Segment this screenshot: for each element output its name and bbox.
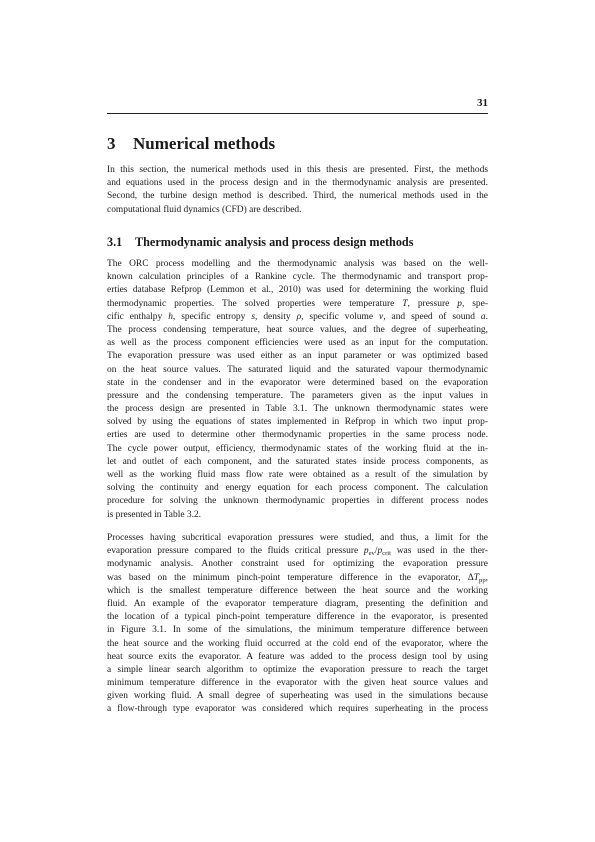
text-line: in Figure 3.1. In some of the simulations, the minimum temperature difference between xyxy=(107,625,488,636)
text-line: The ORC process modelling and the thermodynamic analysis was based on the well- xyxy=(107,259,488,269)
text-line: heat source exits the evaporator. A feature was added to the process design tool by using xyxy=(107,651,488,662)
page-number: 31 xyxy=(477,97,488,109)
text-line: thermodynamic properties. The solved properties were temperature T, pressure p, spe- xyxy=(107,298,488,309)
chapter-title-text: Numerical methods xyxy=(133,134,276,153)
text-line: state in the condenser and in the evaporator were determined based on the evaporation xyxy=(107,377,488,388)
text-line: Second, the turbine design method is described. Third, the numerical methods used in the xyxy=(107,191,488,202)
math-symbol: ρ xyxy=(296,311,302,322)
math-symbol: T xyxy=(473,572,480,583)
section-number: 3.1 xyxy=(107,235,123,249)
math-symbol: h xyxy=(168,311,173,322)
text-line: the heat source and the working fluid occurred at the cold end of the evaporator, where the xyxy=(107,638,488,649)
text-line: given working fluid. A small degree of superheating was used in the simulations because xyxy=(107,691,488,702)
text-line: The cycle power output, efficiency, thermodynamic states of the working fluid at the in- xyxy=(107,443,488,454)
text-line: a simple linear search algorithm to optimize the evaporation pressure to reach the target xyxy=(107,664,488,675)
math-symbol: p xyxy=(363,546,369,557)
text-line: was based on the minimum pinch-point temperature difference in the evaporator, $\Delta T_{pp}$, xyxy=(107,572,488,584)
text-line: solved by using the equations of states implemented in Refprop in which two input prop- xyxy=(107,417,488,428)
text-line: a flow-through type evaporator was considered which requires superheating in the process xyxy=(107,704,488,715)
chapter-title xyxy=(107,133,275,155)
chapter-number: 3 xyxy=(107,134,116,153)
text-line: known calculation principles of a Rankine cycle. The thermodynamic and transport prop- xyxy=(107,272,488,283)
text-line: let and outlet of each component, and the saturated states inside process components, as xyxy=(107,456,488,467)
math-symbol: v xyxy=(379,311,384,322)
intro-paragraph xyxy=(107,164,488,217)
text-line: the process design are presented in Table 3.1. The unknown thermodynamic states were xyxy=(107,404,488,415)
text-line: In this section, the numerical methods used in this thesis are presented. First, the methods xyxy=(107,165,488,175)
text-line: which is the smallest temperature difference between the heat source and the working xyxy=(107,585,488,596)
paragraph-process-modelling xyxy=(107,258,488,522)
math-symbol: p xyxy=(377,546,383,557)
text-line: pressure and the condensing temperature. The parameters given as the input values in xyxy=(107,390,488,401)
text-line: solving the continuity and energy equation for each process component. The calculation xyxy=(107,483,488,494)
section-title-text: Thermodynamic analysis and process design methods xyxy=(135,235,414,249)
text-line: modynamic analysis. Another constraint used for optimizing the evaporation pressure xyxy=(107,559,488,570)
text-line: erties database Refprop (Lemmon et al., 2010) was used for determining the working fluid xyxy=(107,285,488,296)
header-rule xyxy=(107,113,488,114)
text-line: minimum temperature difference in the evaporator with the given heat source values and xyxy=(107,678,488,689)
math-symbol: T xyxy=(402,298,408,309)
text-line: is presented in Table 3.2. xyxy=(107,509,202,520)
text-line: erties are used to determine other thermodynamic properties in the same process node. xyxy=(107,430,488,441)
text-line: on the heat source values. The saturated liquid and the saturated vapour thermodynamic xyxy=(107,364,488,375)
text-line: and equations used in the process design and in the thermodynamic analysis are presented. xyxy=(107,178,488,189)
text-line: The process condensing temperature, heat source values, and the degree of superheating, xyxy=(107,324,488,335)
text-line: as well as the process component efficiencies were used as an input for the computation. xyxy=(107,338,488,349)
math-symbol: s xyxy=(251,311,256,322)
text-line: the location of a typical pinch-point temperature difference in the evaporator, is presented xyxy=(107,612,488,623)
text-line: The evaporation pressure was used either as an input parameter or was optimized based xyxy=(107,351,488,362)
section-heading xyxy=(107,234,413,250)
text-line: evaporation pressure compared to the fluids critical pressure $p_{ev}/p_{crit}$ was used in the ther- xyxy=(107,546,488,558)
text-line: Processes having subcritical evaporation pressures were studied, and thus, a limit for the xyxy=(107,533,488,543)
math-symbol: p xyxy=(457,298,462,309)
text-line: well as the working fluid mass flow rate were obtained as a result of the simulation by xyxy=(107,470,488,480)
text-line: fluid. An example of the evaporator temperature diagram, presenting the definition and xyxy=(107,598,488,609)
text-line: computational fluid dynamics (CFD) are described. xyxy=(107,204,302,215)
math-symbol: a xyxy=(480,311,486,322)
text-line: procedure for solving the unknown thermodynamic properties in different process nodes xyxy=(107,496,488,507)
text-line: cific enthalpy h, specific entropy s, density ρ, specific volume v, and speed of sound a. xyxy=(107,311,488,322)
paragraph-subcritical-processes xyxy=(107,532,488,717)
